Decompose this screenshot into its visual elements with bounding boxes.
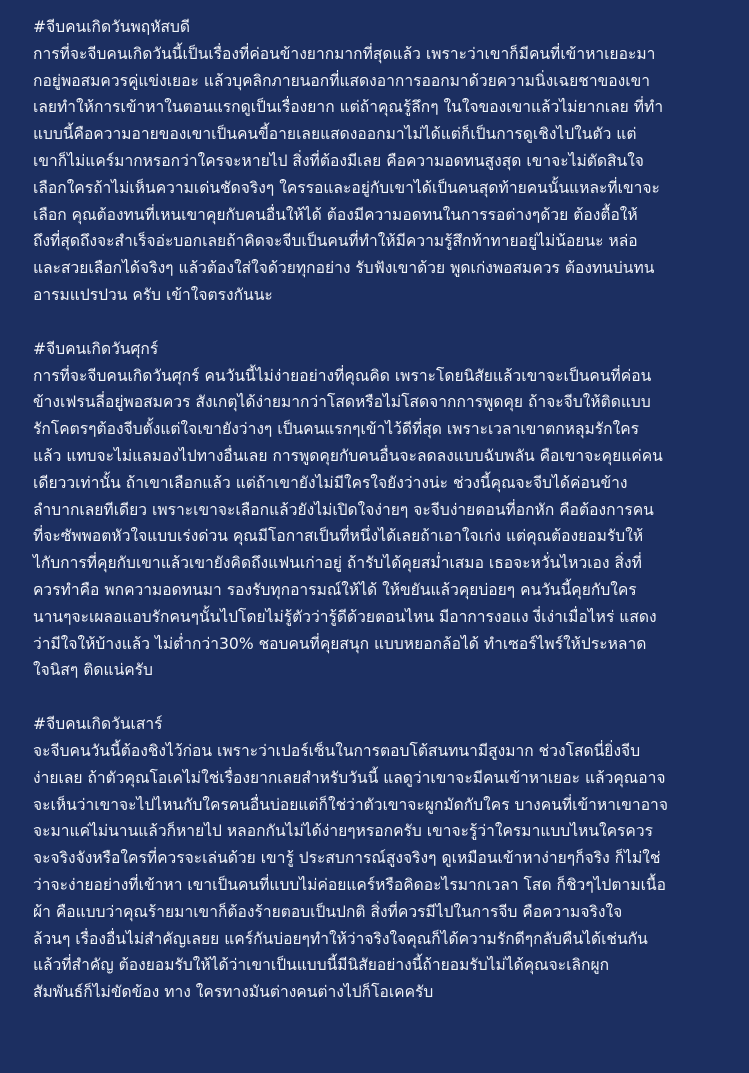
text-line: ถึงที่สุดถึงจะสำเร็จอ่ะบอกเลยถ้าคิดจะจีบเป็นคนที่ทำให้มีความรู้สึกท้าทายอยู่ไม่น้อยนะ หล่อ — [33, 232, 638, 251]
text-line: เลือก คุณต้องทนที่เหนเขาคุยกับคนอื่นให้ได้ ต้องมีความอดทนในการรอต่างๆด้วย ต้องตื้อให้ — [33, 205, 638, 224]
text-line: แล้วที่สำคัญ ต้องยอมรับให้ได้ว่าเขาเป็นแบบนี้มีนิสัยอย่างนี้ถ้ายอมรับไม่ได้คุณจะเลิกผูก — [33, 956, 610, 975]
text-line: ไกับการที่คุยกับเขาแล้วเขายังคิดถึงแฟนเก่าอยู่ ถ้ารับได้คุยสม่ำเสมอ เธอจะหวั่นไหวเอง สิ่งที่ — [33, 554, 642, 573]
text-line: ข้างเฟรนลี่อยู่พอสมควร สังเกตุได้ง่ายมากว่าโสดหรือไม่โสดจากการพูดคุย ถ้าจะจีบให้ติดแบบ — [33, 393, 651, 412]
text-line: การที่จะจีบคนเกิดวันนี้เป็นเรื่องที่ค่อนข้างยากมากที่สุดแล้ว เพราะว่าเขาก็มีคนที่เข้าหาเยอะมา — [33, 44, 656, 63]
text-line: การที่จะจีบคนเกิดวันศุกร์ คนวันนี้ไม่ง่ายอย่างที่คุณคิด เพราะโดยนิสัยแล้วเขาจะเป็นคนที่ค่อน — [33, 366, 652, 385]
section-thursday — [33, 14, 727, 309]
text-line: เขาก็ไม่แคร์มากหรอกว่าใครจะหายไป สิ่งที่ต้องมีเลย คือความอดทนสูงสุด เขาจะไม่ตัดสินใจ — [33, 151, 644, 170]
text-line: เลือกใครถ้าไม่เห็นความเด่นชัดจริงๆ ใครรอและอยู่กับเขาได้เป็นคนสุดท้ายคนนั้นแหละที่เขาจะ — [33, 178, 660, 197]
text-line: จะจริงจังหรือใครที่ควรจะเล่นด้วย เขารู้ ประสบการณ์สูงจริงๆ ดูเหมือนเข้าหาง่ายๆก็จริง ก็ไม่ใช่ — [33, 849, 661, 868]
text-line: เลยทำให้การเข้าหาในตอนแรกดูเป็นเรื่องยาก แต่ถ้าคุณรู้ลึกๆ ในใจของเขาแล้วไม่ยากเลย ที่ทำ — [33, 98, 664, 117]
text-line: แล้ว แทบจะไม่แลมองไปทางอื่นเลย การพูดคุยกับคนอื่นจะลดลงแบบฉับพลัน คือเขาจะคุยแค่คน — [33, 446, 663, 465]
text-line: นานๆจะเผลอแอบรักคนๆนั้นไปโดยไม่รู้ตัวว่ารู้ดีด้วยตอนไหน มีอาการงอแง งี่เง่าเมื่อไหร่ แสดง — [33, 607, 657, 626]
text-line: ง่ายเลย ถ้าตัวคุณโอเคไม่ใช่เรื่องยากเลยสำหรับวันนี้ แลดูว่าเขาจะมีคนเข้าหาเยอะ แล้วคุณอาจ — [33, 768, 666, 787]
section-heading: #จีบคนเกิดวันพฤหัสบดี — [33, 18, 191, 36]
text-line: ผ้า คือแบบว่าคุณร้ายมาเขาก็ต้องร้ายตอบเป็นปกติ สิ่งที่ควรมีไปในการจีบ คือความจริงใจ — [33, 902, 623, 921]
text-line: อารมแปรปวน ครับ เข้าใจตรงกันนะ — [33, 285, 273, 304]
text-line: ลำบากเลยทีเดียว เพราะเขาจะเลือกแล้วยังไม่เปิดใจง่ายๆ จะจีบง่ายตอนที่อกหัก คือต้องการคน — [33, 500, 654, 519]
text-line: สัมพันธ์ก็ไม่ขัดข้อง ทาง ใครทางมันต่างคนต่างไปก็โอเคครับ — [33, 983, 434, 1002]
text-line: ใจนิสๆ ติดแน่ครับ — [33, 661, 153, 680]
text-line: กอยู่พอสมควรคู่แข่งเยอะ แล้วบุคลิกภายนอกที่แสดงอาการออกมาด้วยความนิ่งเฉยชาของเขา — [33, 71, 651, 90]
text-line: แบบนี้คือความอายของเขาเป็นคนขี้อายเลยแสดงออกมาไม่ได้แต่ก็เป็นการดูเชิงไปในตัว แต่ — [33, 125, 637, 144]
section-heading: #จีบคนเกิดวันเสาร์ — [33, 715, 163, 734]
text-line: รักโคตรๆต้องจีบตั้งแต่ใจเขายังว่างๆ เป็นคนแรกๆเข้าไว้ดีที่สุด เพราะเวลาเขาตกหลุมรักใคร — [33, 420, 640, 439]
text-line: จะเห็นว่าเขาจะไปไหนกับใครคนอื่นบ่อยแต่ก็ใช่ว่าตัวเขาจะผูกมัดกับใคร บางคนที่เข้าหาเขาอาจ — [33, 795, 668, 814]
text-line: ควรทำคือ พกความอดทนมา รองรับทุกอารมณ์ให้ได้ ให้ขยันแล้วคุยบ่อยๆ คนวันนี้คุยกับใคร — [33, 580, 637, 599]
text-line: จะจีบคนวันนี้ต้องชิงไว้ก่อน เพราะว่าเปอร์เซ็นในการตอบโต้สนทนามีสูงมาก ช่วงโสดนี่ยิ่งจีบ — [33, 741, 641, 760]
text-line: เดียววเท่านั้น ถ้าเขาเลือกแล้ว แต่ถ้าเขายังไม่มีใครใจยังว่างน่ะ ช่วงนี้คุณจะจีบได้ค่อนข้าง — [33, 473, 628, 492]
text-line: ที่จะซัพพอตหัวใจแบบเร่งด่วน คุณมีโอกาสเป็นที่หนึ่งได้เลยถ้าเอาใจเก่ง แต่คุณต้องยอมรับให้ — [33, 527, 644, 546]
text-line: จะมาแค่ไม่นานแล้วก็หายไป หลอกกันไม่ได้ง่ายๆหรอกครับ เขาจะรู้ว่าใครมาแบบไหนใครควร — [33, 822, 653, 841]
section-friday — [33, 336, 727, 684]
section-saturday — [33, 711, 727, 1006]
text-line: ว่ามีใจให้บ้างแล้ว ไม่ต่ำกว่า30% ชอบคนที่คุยสนุก แบบหยอกล้อได้ ทำเซอร์ไพร์ให้ประหลาด — [33, 634, 647, 653]
text-line: ล้วนๆ เรื่องอื่นไม่สำคัญเลยย แคร์กันบ่อยๆทำให้ว่าจริงใจคุณก็ได้ความรักดีๆกลับคืนได้เช่นกัน — [33, 929, 648, 948]
text-line: และสวยเลือกได้จริงๆ แล้วต้องใส่ใจด้วยทุกอย่าง รับฟังเขาด้วย พูดเก่งพอสมควร ต้องทนบ่นทน — [33, 259, 655, 278]
text-line: ว่าจะง่ายอย่างที่เข้าหา เขาเป็นคนที่แบบไม่ค่อยแคร์หรือคิดอะไรมากเวลา โสด ก็ชิวๆไปตามเนื้อ — [33, 875, 666, 894]
section-heading: #จีบคนเกิดวันศุกร์ — [33, 339, 159, 358]
